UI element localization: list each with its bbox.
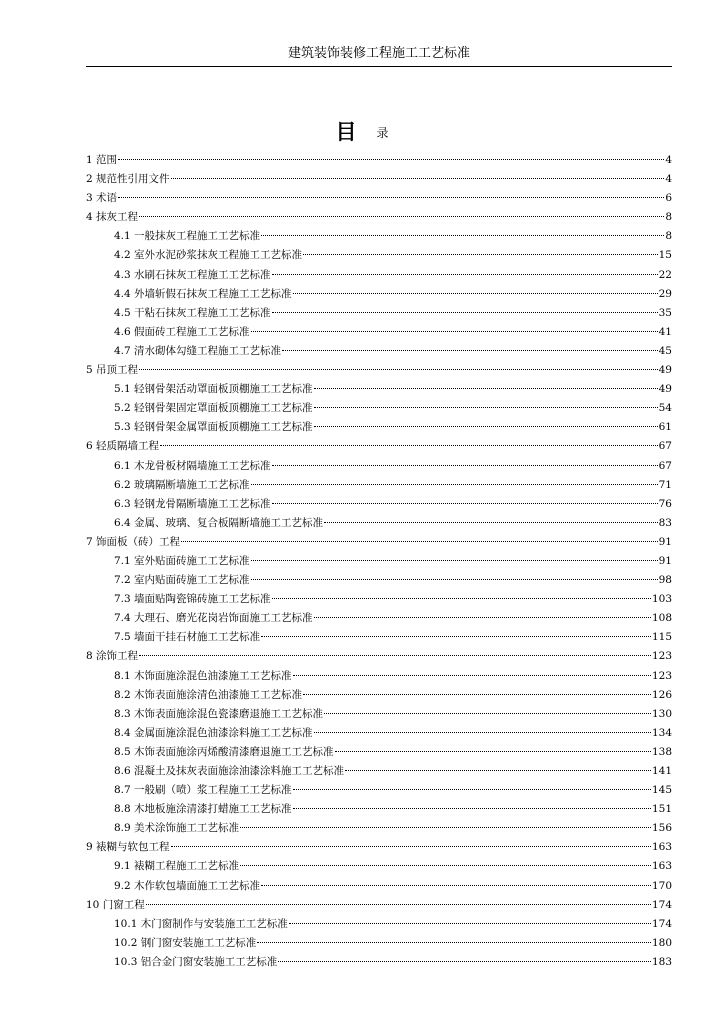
toc-dot-leader — [272, 274, 658, 275]
toc-entry[interactable] — [86, 610, 672, 629]
toc-dot-leader — [272, 503, 658, 504]
toc-dot-leader — [146, 904, 651, 905]
toc-entry[interactable] — [86, 648, 672, 667]
toc-entry-label: 5.2 轻钢骨架固定罩面板顶棚施工工艺标准 — [114, 402, 313, 415]
toc-entry-label: 7.3 墙面贴陶瓷锦砖施工工艺标准 — [114, 593, 271, 606]
toc-dot-leader — [314, 732, 651, 733]
toc-dot-leader — [324, 713, 651, 714]
toc-entry[interactable] — [86, 324, 672, 343]
toc-entry-page-number: 123 — [651, 669, 672, 682]
toc-entry-label: 4.5 干粘石抹灰工程施工工艺标准 — [114, 306, 271, 319]
toc-entry-page-number: 45 — [658, 344, 672, 357]
toc-entry-label: 8.2 木饰表面施涂清色油漆施工工艺标准 — [114, 688, 303, 701]
toc-entry-label: 1 范围 — [86, 154, 118, 166]
toc-dot-leader — [139, 655, 651, 656]
toc-entry-page-number: 6 — [665, 192, 672, 205]
toc-entry-label: 2 规范性引用文件 — [86, 173, 170, 186]
toc-entry[interactable] — [86, 763, 672, 782]
toc-entry[interactable] — [86, 935, 672, 954]
toc-entry[interactable] — [86, 305, 672, 324]
toc-dot-leader — [293, 808, 651, 809]
toc-dot-leader — [261, 885, 651, 886]
toc-dot-leader — [181, 541, 658, 542]
toc-entry[interactable] — [86, 400, 672, 419]
toc-entry[interactable] — [86, 744, 672, 763]
toc-entry-page-number: 91 — [658, 554, 672, 567]
toc-entry-page-number: 141 — [651, 765, 672, 777]
toc-entry-page-number: 54 — [658, 402, 672, 415]
toc-dot-leader — [303, 694, 651, 695]
toc-entry-page-number: 123 — [651, 650, 672, 663]
toc-entry[interactable] — [86, 190, 672, 209]
toc-entry-label: 3 术语 — [86, 192, 118, 205]
toc-entry-page-number: 138 — [651, 745, 672, 758]
toc-dot-leader — [335, 751, 651, 752]
toc-entry-label: 10.1 木门窗制作与安装施工工艺标准 — [114, 917, 288, 930]
toc-entry[interactable] — [86, 839, 672, 858]
toc-entry-label: 8.3 木饰表面施涂混色瓷漆磨退施工工艺标准 — [114, 707, 324, 720]
toc-entry-label: 9.2 木作软包墙面施工工艺标准 — [114, 879, 261, 892]
toc-entry[interactable] — [86, 572, 672, 591]
toc-entry[interactable] — [86, 782, 672, 801]
toc-entry-label: 4 抹灰工程 — [86, 211, 139, 224]
toc-entry[interactable] — [86, 381, 672, 400]
toc-entry-label: 8 涂饰工程 — [86, 650, 139, 663]
toc-entry-label: 6.2 玻璃隔断墙施工工艺标准 — [114, 478, 250, 491]
toc-entry-page-number: 4 — [665, 154, 672, 166]
toc-entry-label: 9 裱糊与软包工程 — [86, 841, 170, 854]
toc-entry-label: 6.1 木龙骨板材隔墙施工工艺标准 — [114, 459, 271, 472]
toc-entry-label: 7 饰面板（砖）工程 — [86, 535, 181, 548]
toc-entry-label: 4.2 室外水泥砂浆抹灰工程施工工艺标准 — [114, 249, 303, 262]
toc-entry[interactable] — [86, 858, 672, 877]
toc-dot-leader — [171, 178, 665, 179]
toc-entry-page-number: 103 — [651, 593, 672, 606]
toc-entry-label: 4.1 一般抹灰工程施工工艺标准 — [114, 230, 261, 243]
toc-entry-page-number: 61 — [658, 421, 672, 434]
toc-entry[interactable] — [86, 878, 672, 897]
toc-entry-page-number: 29 — [658, 287, 672, 300]
toc-entry-page-number: 8 — [665, 230, 672, 243]
toc-entry-label: 7.4 大理石、磨光花岗岩饰面施工工艺标准 — [114, 612, 313, 625]
toc-entry[interactable] — [86, 477, 672, 496]
toc-entry-label: 8.6 混凝土及抹灰表面施涂油漆涂料施工工艺标准 — [114, 765, 345, 777]
toc-entry-label: 4.4 外墙斩假石抹灰工程施工工艺标准 — [114, 287, 292, 300]
toc-entry[interactable] — [86, 496, 672, 515]
toc-entry-page-number: 134 — [651, 726, 672, 739]
toc-entry-page-number: 115 — [651, 631, 672, 644]
toc-dot-leader — [257, 942, 651, 943]
toc-entry-page-number: 22 — [658, 268, 672, 281]
toc-dot-leader — [314, 407, 658, 408]
toc-entry[interactable] — [86, 228, 672, 247]
toc-entry[interactable] — [86, 687, 672, 706]
toc-entry-label: 8.1 木饰面施涂混色油漆施工工艺标准 — [114, 669, 292, 682]
toc-dot-leader — [293, 675, 651, 676]
toc-entry-label: 6 轻质隔墙工程 — [86, 440, 160, 453]
toc-entry-page-number: 145 — [651, 784, 672, 797]
toc-dot-leader — [118, 197, 664, 198]
toc-title — [0, 120, 724, 146]
toc-entry-page-number: 76 — [658, 497, 672, 510]
toc-entry[interactable] — [86, 553, 672, 572]
toc-entry-label: 4.3 水刷石抹灰工程施工工艺标准 — [114, 268, 271, 281]
toc-entry[interactable] — [86, 458, 672, 477]
toc-entry-page-number: 8 — [665, 211, 672, 224]
toc-dot-leader — [314, 426, 658, 427]
toc-entry[interactable] — [86, 209, 672, 228]
toc-dot-leader — [272, 312, 658, 313]
toc-entry-page-number: 67 — [658, 459, 672, 472]
toc-entry-label: 5 吊顶工程 — [86, 364, 139, 377]
toc-entry[interactable] — [86, 591, 672, 610]
toc-entry[interactable] — [86, 343, 672, 362]
toc-entry-page-number: 170 — [651, 879, 672, 892]
toc-dot-leader — [293, 293, 658, 294]
toc-entry[interactable] — [86, 419, 672, 438]
toc-dot-leader — [251, 331, 658, 332]
toc-dot-leader — [289, 923, 651, 924]
toc-dot-leader — [261, 235, 664, 236]
toc-entry-page-number: 126 — [651, 688, 672, 701]
toc-entry[interactable] — [86, 362, 672, 381]
toc-entry-page-number: 108 — [651, 612, 672, 625]
toc-entry-label: 5.3 轻钢骨架金属罩面板顶棚施工工艺标准 — [114, 421, 313, 434]
toc-dot-leader — [345, 770, 651, 771]
header-rule — [86, 66, 672, 67]
toc-dot-leader — [251, 484, 658, 485]
table-of-contents — [86, 152, 672, 973]
toc-dot-leader — [139, 216, 664, 217]
toc-entry-page-number: 156 — [651, 822, 672, 835]
toc-entry-label: 6.4 金属、玻璃、复合板隔断墙施工工艺标准 — [114, 516, 324, 529]
toc-entry[interactable] — [86, 152, 672, 171]
toc-entry-label: 8.5 木饰表面施涂丙烯酸清漆磨退施工工艺标准 — [114, 745, 334, 758]
toc-entry-page-number: 49 — [658, 364, 672, 377]
toc-entry-page-number: 67 — [658, 440, 672, 453]
toc-entry-label: 10.2 钢门窗安装施工工艺标准 — [114, 936, 257, 949]
toc-entry-page-number: 49 — [658, 383, 672, 396]
toc-entry[interactable] — [86, 534, 672, 553]
toc-dot-leader — [261, 636, 651, 637]
toc-entry-page-number: 183 — [651, 955, 672, 968]
toc-entry[interactable] — [86, 515, 672, 534]
toc-entry[interactable] — [86, 820, 672, 839]
toc-dot-leader — [314, 617, 651, 618]
toc-entry-label: 4.7 清水砌体勾缝工程施工工艺标准 — [114, 344, 282, 357]
toc-entry[interactable] — [86, 897, 672, 916]
toc-entry-label: 4.6 假面砖工程施工工艺标准 — [114, 325, 250, 338]
toc-entry-page-number: 83 — [658, 516, 672, 529]
toc-entry[interactable] — [86, 954, 672, 973]
toc-dot-leader — [324, 522, 658, 523]
toc-entry[interactable] — [86, 725, 672, 744]
toc-entry-label: 9.1 裱糊工程施工工艺标准 — [114, 860, 240, 873]
toc-entry-label: 8.4 金属面施涂混色油漆涂料施工工艺标准 — [114, 726, 313, 739]
toc-entry-page-number: 130 — [651, 707, 672, 720]
toc-entry-page-number: 163 — [651, 841, 672, 854]
toc-entry-label: 8.8 木地板施涂清漆打蜡施工工艺标准 — [114, 803, 292, 816]
toc-entry-page-number: 41 — [658, 325, 672, 338]
toc-entry-label: 5.1 轻钢骨架活动罩面板顶棚施工工艺标准 — [114, 383, 313, 396]
running-header: 建筑装饰装修工程施工工艺标准 — [287, 46, 470, 61]
toc-dot-leader — [251, 579, 658, 580]
toc-dot-leader — [160, 445, 658, 446]
toc-entry-label: 10.3 铝合金门窗安装施工工艺标准 — [114, 955, 278, 968]
toc-title-char-1: 目 — [335, 119, 357, 144]
toc-title-char-2: 录 — [376, 126, 389, 140]
toc-dot-leader — [171, 846, 651, 847]
toc-dot-leader — [240, 865, 651, 866]
toc-entry-page-number: 71 — [658, 478, 672, 491]
toc-entry-label: 10 门窗工程 — [86, 898, 145, 911]
toc-entry-page-number: 163 — [651, 860, 672, 873]
toc-entry-page-number: 35 — [658, 306, 672, 319]
toc-entry[interactable] — [86, 706, 672, 725]
toc-entry-label: 7.1 室外贴面砖施工工艺标准 — [114, 554, 250, 567]
toc-entry[interactable] — [86, 668, 672, 687]
toc-dot-leader — [139, 369, 658, 370]
toc-entry-page-number: 180 — [651, 936, 672, 949]
toc-entry-page-number: 174 — [651, 917, 672, 930]
toc-entry[interactable] — [86, 286, 672, 305]
toc-entry-page-number: 4 — [665, 173, 672, 186]
toc-entry-page-number: 174 — [651, 898, 672, 911]
toc-dot-leader — [278, 961, 651, 962]
toc-entry-page-number: 15 — [658, 249, 672, 262]
toc-entry-page-number: 91 — [658, 535, 672, 548]
toc-dot-leader — [240, 827, 651, 828]
toc-dot-leader — [272, 598, 651, 599]
toc-dot-leader — [251, 560, 658, 561]
toc-entry-label: 7.2 室内贴面砖施工工艺标准 — [114, 574, 250, 587]
toc-entry-label: 6.3 轻钢龙骨隔断墙施工工艺标准 — [114, 497, 271, 510]
toc-entry[interactable] — [86, 171, 672, 190]
toc-entry[interactable] — [86, 267, 672, 286]
toc-entry-label: 8.9 美术涂饰施工工艺标准 — [114, 822, 240, 835]
toc-dot-leader — [272, 465, 658, 466]
toc-entry-label: 8.7 一般刷（喷）浆工程施工工艺标准 — [114, 784, 292, 797]
toc-entry[interactable] — [86, 916, 672, 935]
toc-entry-label: 7.5 墙面干挂石材施工工艺标准 — [114, 631, 261, 644]
toc-dot-leader — [314, 388, 658, 389]
toc-entry[interactable] — [86, 801, 672, 820]
toc-entry[interactable] — [86, 629, 672, 648]
toc-dot-leader — [118, 159, 664, 160]
toc-entry[interactable] — [86, 438, 672, 457]
toc-dot-leader — [282, 350, 658, 351]
toc-dot-leader — [303, 254, 658, 255]
toc-dot-leader — [293, 789, 651, 790]
toc-entry-page-number: 98 — [658, 574, 672, 587]
toc-entry[interactable] — [86, 247, 672, 266]
toc-entry-page-number: 151 — [651, 803, 672, 816]
